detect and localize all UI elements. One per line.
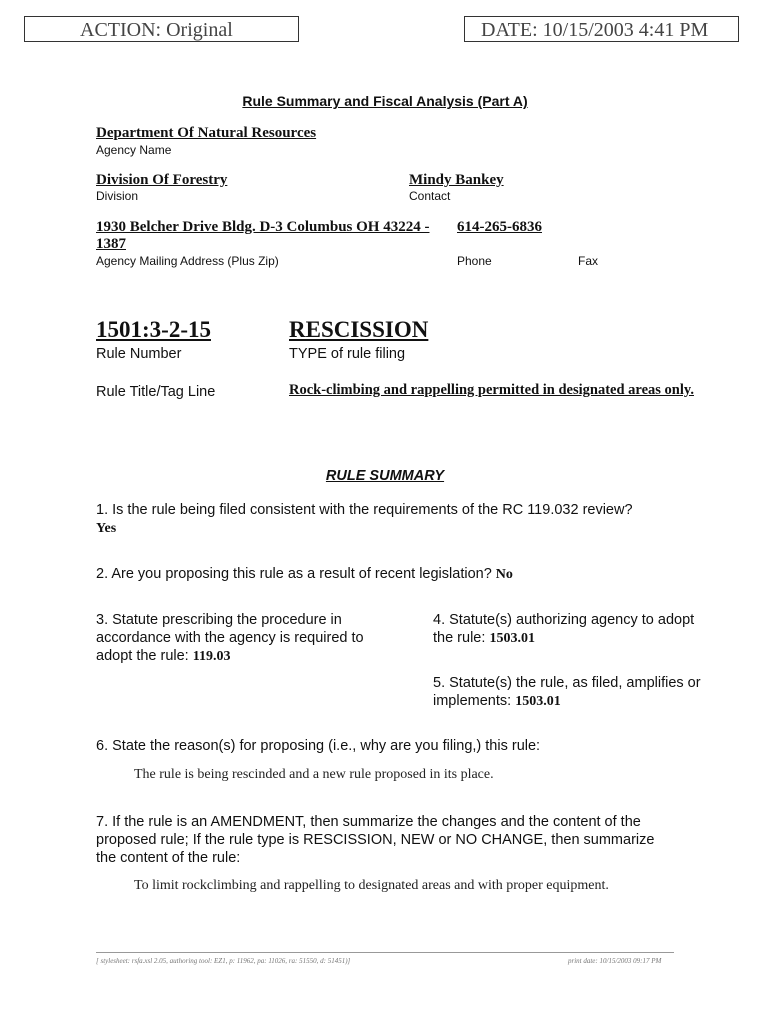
question-2-text: 2. Are you proposing this rule as a result of recent legislation? bbox=[96, 566, 492, 582]
answer-7: To limit rockclimbing and rappelling to designated areas and with proper equipment. bbox=[134, 878, 609, 893]
date-box bbox=[464, 16, 739, 42]
agency-name-label: Agency Name bbox=[96, 143, 172, 157]
fax-label: Fax bbox=[578, 254, 599, 268]
question-1-text: 1. Is the rule being filed consistent with the requirements of the RC 119.032 review? bbox=[96, 502, 633, 518]
question-4 bbox=[433, 611, 703, 648]
contact-label: Contact bbox=[409, 189, 451, 203]
rule-number-value: 1501:3-2-15 bbox=[96, 317, 211, 342]
answer-3: 119.03 bbox=[192, 649, 231, 664]
division-label: Division bbox=[96, 189, 139, 203]
page-title: Rule Summary and Fiscal Analysis (Part A) bbox=[242, 93, 528, 109]
answer-4: 1503.01 bbox=[489, 631, 535, 646]
question-3 bbox=[96, 611, 386, 666]
address-value: 1930 Belcher Drive Bldg. D-3 Columbus OH 43224 - bbox=[96, 219, 430, 235]
action-text: ACTION: Original bbox=[80, 19, 233, 41]
agency-name-value: Department Of Natural Resources bbox=[96, 125, 317, 141]
rule-summary-heading: RULE SUMMARY bbox=[325, 468, 445, 484]
answer-5: 1503.01 bbox=[515, 694, 561, 709]
footer-stylesheet-info: [ stylesheet: rsfa.xsl 2.05, authoring tool: EZ1, p: 11962, pa: 11026, ra: 51550, d: 51451)] bbox=[96, 957, 351, 965]
rule-title-label: Rule Title/Tag Line bbox=[96, 384, 216, 400]
answer-2: No bbox=[495, 567, 513, 582]
answer-1: Yes bbox=[96, 521, 117, 536]
question-7: 7. If the rule is an AMENDMENT, then summarize the changes and the content of the proposed rule; If the rule type is RESCISSION, NEW or NO CHANGE, then summarize the content of the rule: bbox=[96, 814, 655, 866]
rule-type-label: TYPE of rule filing bbox=[289, 346, 406, 362]
phone-value: 614-265-6836 bbox=[457, 219, 542, 235]
question-5 bbox=[433, 674, 723, 711]
division-value: Division Of Forestry bbox=[96, 172, 228, 188]
question-6: 6. State the reason(s) for proposing (i.e., why are you filing,) this rule: bbox=[96, 738, 541, 754]
question-5-text: 5. Statute(s) the rule, as filed, amplifies or implements: bbox=[433, 675, 701, 709]
footer-print-date: print date: 10/15/2003 09:17 PM bbox=[568, 957, 662, 965]
action-box bbox=[24, 16, 299, 42]
rule-title-value: Rock-climbing and rappelling permitted in designated areas only. bbox=[289, 382, 694, 398]
date-text: DATE: 10/15/2003 4:41 PM bbox=[481, 19, 709, 41]
footer-rule bbox=[96, 952, 674, 953]
question-2 bbox=[96, 565, 696, 584]
answer-6: The rule is being rescinded and a new rule proposed in its place. bbox=[134, 767, 494, 782]
rule-type-value: RESCISSION bbox=[289, 317, 429, 342]
rule-number-label: Rule Number bbox=[96, 346, 182, 362]
question-4-text: 4. Statute(s) authorizing agency to adopt the rule: bbox=[433, 612, 695, 646]
contact-value: Mindy Bankey bbox=[409, 172, 504, 188]
address-value-line2: 1387 bbox=[96, 236, 126, 252]
address-label: Agency Mailing Address (Plus Zip) bbox=[96, 254, 279, 268]
question-3-text: 3. Statute prescribing the procedure in accordance with the agency is required to adopt the rule: bbox=[96, 612, 364, 664]
phone-label: Phone bbox=[457, 254, 492, 268]
question-1 bbox=[96, 501, 656, 538]
